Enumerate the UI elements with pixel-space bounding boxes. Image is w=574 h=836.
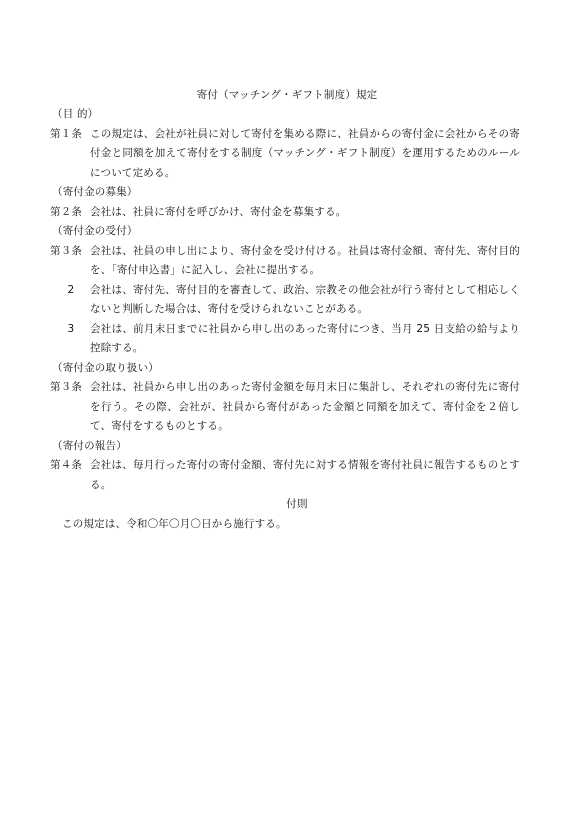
article-1 xyxy=(50,125,520,184)
article-text: 会社は、社員に寄付を呼びかけ、寄付金を募集する。 xyxy=(90,205,347,218)
item-text: 会社は、寄付先、寄付目的を審査して、政治、宗教その他会社が行う寄付として相応しくないと判断した場合は、寄付を受けられないことがある。 xyxy=(90,283,520,315)
article-3-item-3 xyxy=(50,320,520,359)
article-text: この規定は、会社が社員に対して寄付を集める際に、社員からの寄付金に会社からその寄付金と同額を加えて寄付をする制度（マッチング・ギフト制度）を運用するためのルールについて定める。 xyxy=(90,127,520,179)
article-text: 会社は、毎月行った寄付の寄付金額、寄付先に対する情報を寄付社員に報告するものとする。 xyxy=(90,459,520,491)
article-text: 会社は、社員から申し出のあった寄付金額を毎月末日に集計し、それぞれの寄付先に寄付を行う。その際、会社が、社員から寄付があった金額と同額を加えて、寄付金を２倍して、寄付をするものとする。 xyxy=(90,381,520,432)
document-title: 寄付（マッチング・ギフト制度）規定 xyxy=(196,89,378,101)
article-number: 第３条 xyxy=(50,244,83,257)
section-heading-purpose: （目 的） xyxy=(52,108,99,120)
article-number: 第４条 xyxy=(50,459,83,471)
article-3 xyxy=(50,242,520,281)
document-body xyxy=(50,105,520,534)
article-3-handling xyxy=(50,378,520,437)
section-heading-acceptance: （寄付金の受付） xyxy=(52,225,138,237)
section-heading-handling: （寄付金の取り扱い） xyxy=(52,361,159,374)
item-number: 2 xyxy=(67,283,75,296)
article-number: 第２条 xyxy=(50,205,83,218)
supplementary-text: この規定は、令和〇年〇月〇日から施行する。 xyxy=(62,517,287,530)
section-heading-solicitation: （寄付金の募集） xyxy=(52,186,138,198)
article-number: 第３条 xyxy=(50,381,83,393)
item-number: 3 xyxy=(67,322,75,335)
supplementary-title: 付則 xyxy=(286,498,308,510)
article-2 xyxy=(50,203,520,223)
section-heading-report: （寄付の報告） xyxy=(52,439,127,452)
item-text: 会社は、前月末日までに社員から申し出のあった寄付につき、当月 25 日支給の給与より控除する。 xyxy=(90,322,520,354)
article-4 xyxy=(50,456,520,495)
article-number: 第１条 xyxy=(50,127,83,140)
article-text: 会社は、社員の申し出により、寄付金を受け付ける。社員は寄付金額、寄付先、寄付目的を、「寄付申込書」に記入し、会社に提出する。 xyxy=(90,244,520,276)
article-3-item-2 xyxy=(50,281,520,320)
